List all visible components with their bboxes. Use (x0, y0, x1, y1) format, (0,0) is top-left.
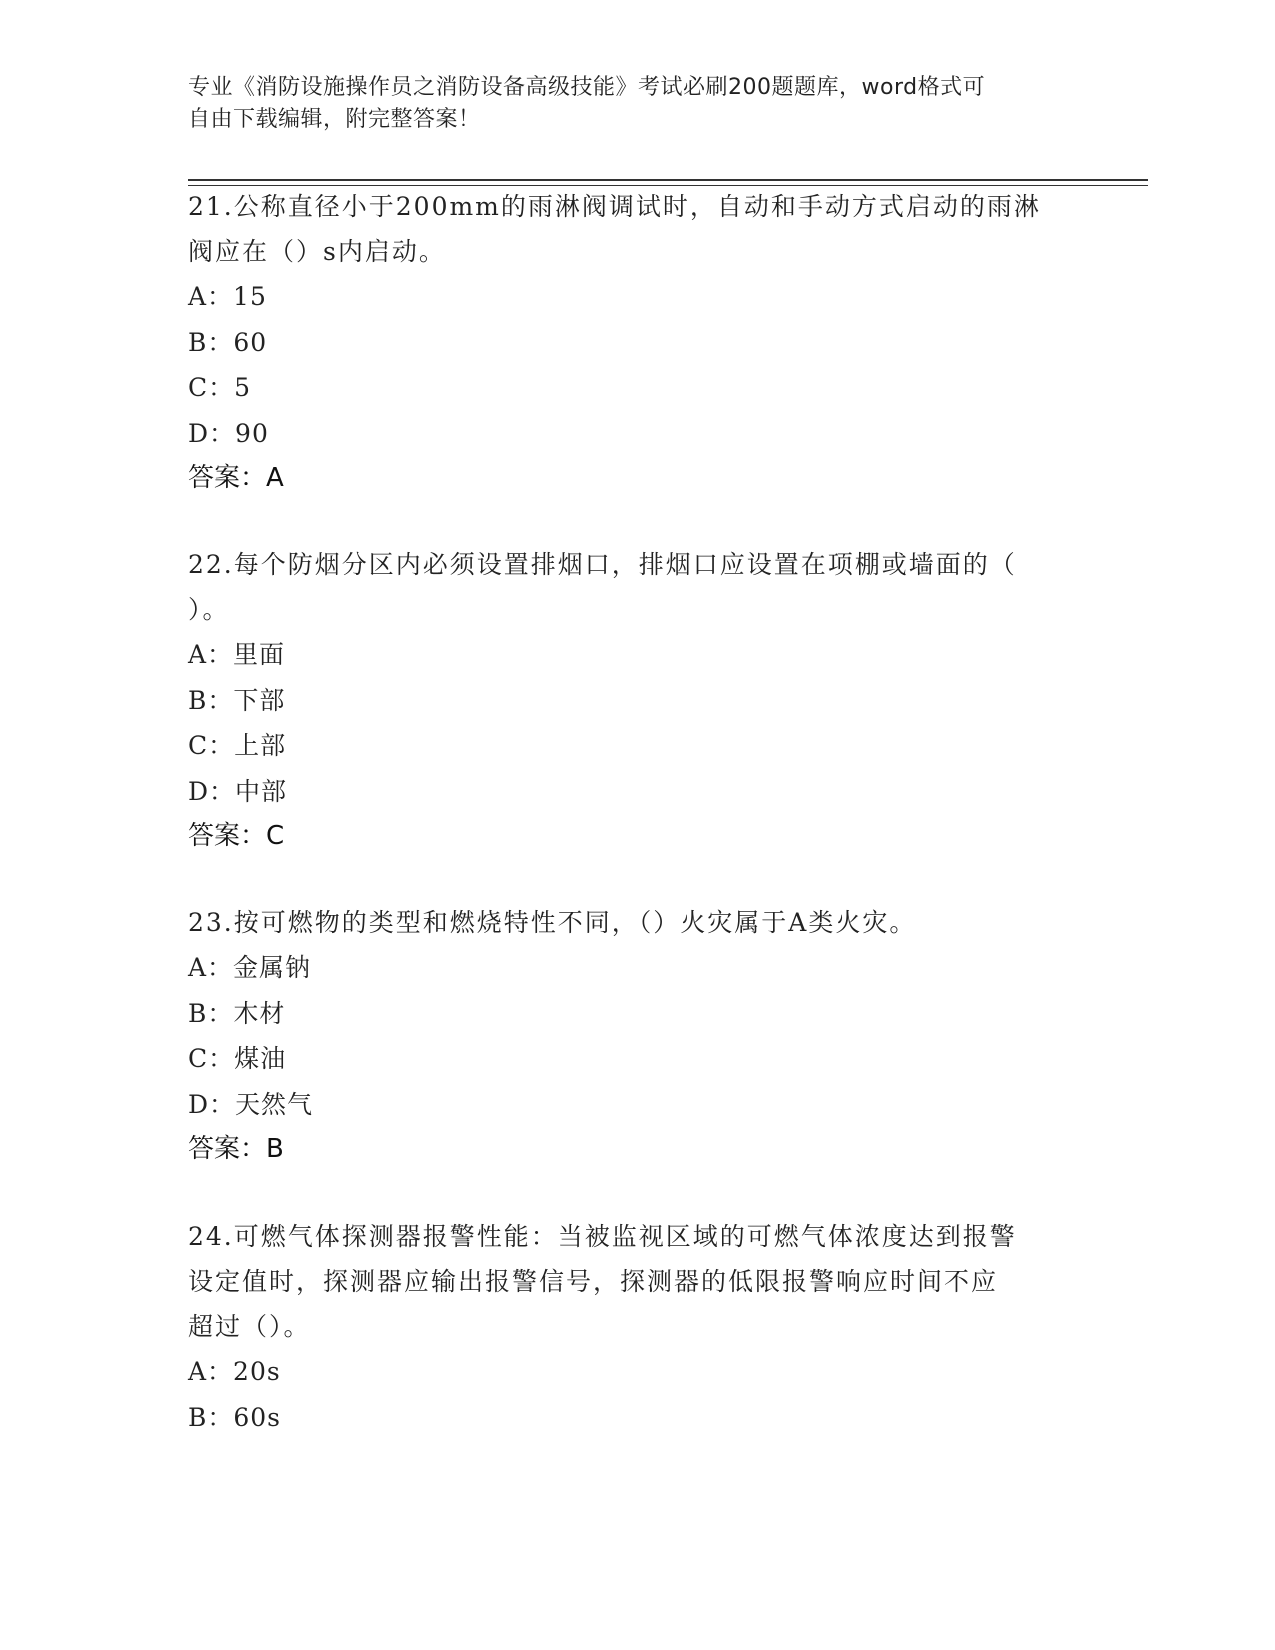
answer: 答案：A (188, 463, 284, 493)
answer: 答案：B (188, 1134, 284, 1164)
question-24 (188, 1214, 1068, 1440)
option-b: B：下部 (188, 685, 286, 715)
option-a: A：15 (188, 282, 267, 311)
option-d: D：中部 (188, 776, 288, 806)
header-line-2: 自由下载编辑，附完整答案！ (188, 107, 481, 132)
question-22 (188, 542, 1068, 859)
option-b: B：60s (188, 1402, 282, 1432)
question-text-line: 设定值时，探测器应输出报警信号，探测器的低限报警响应时间不应 (188, 1267, 999, 1296)
question-text-line: ）。 (188, 595, 230, 624)
question-23 (188, 900, 1068, 1172)
option-b: B：木材 (188, 998, 286, 1028)
question-text-line: 23.按可燃物的类型和燃烧特性不同，（）火灾属于A类火灾。 (188, 908, 917, 937)
question-21 (188, 184, 1068, 501)
question-text-line: 超过（）。 (188, 1312, 311, 1341)
option-a: A：里面 (188, 640, 286, 669)
answer: 答案：C (188, 821, 285, 851)
option-a: A：金属钠 (188, 953, 312, 982)
option-c: C：煤油 (188, 1044, 287, 1073)
question-text-line: 22.每个防烟分区内必须设置排烟口，排烟口应设置在项棚或墙面的（ (188, 550, 1017, 579)
question-text-line: 阀应在（）s内启动。 (188, 237, 446, 266)
header-divider-thick (188, 179, 1148, 181)
option-d: D：90 (188, 418, 269, 448)
option-a: A：20s (188, 1357, 281, 1386)
option-c: C：5 (188, 373, 252, 402)
option-c: C：上部 (188, 731, 287, 760)
option-b: B：60 (188, 327, 268, 357)
question-text-line: 21.公称直径小于200mm的雨淋阀调试时，自动和手动方式启动的雨淋 (188, 192, 1041, 221)
option-d: D：天然气 (188, 1089, 314, 1119)
document-header (188, 72, 1068, 136)
header-line-1: 专业《消防设施操作员之消防设备高级技能》考试必刷200题题库，word格式可 (188, 75, 986, 100)
question-text-line: 24.可燃气体探测器报警性能：当被监视区域的可燃气体浓度达到报警 (188, 1222, 1017, 1251)
